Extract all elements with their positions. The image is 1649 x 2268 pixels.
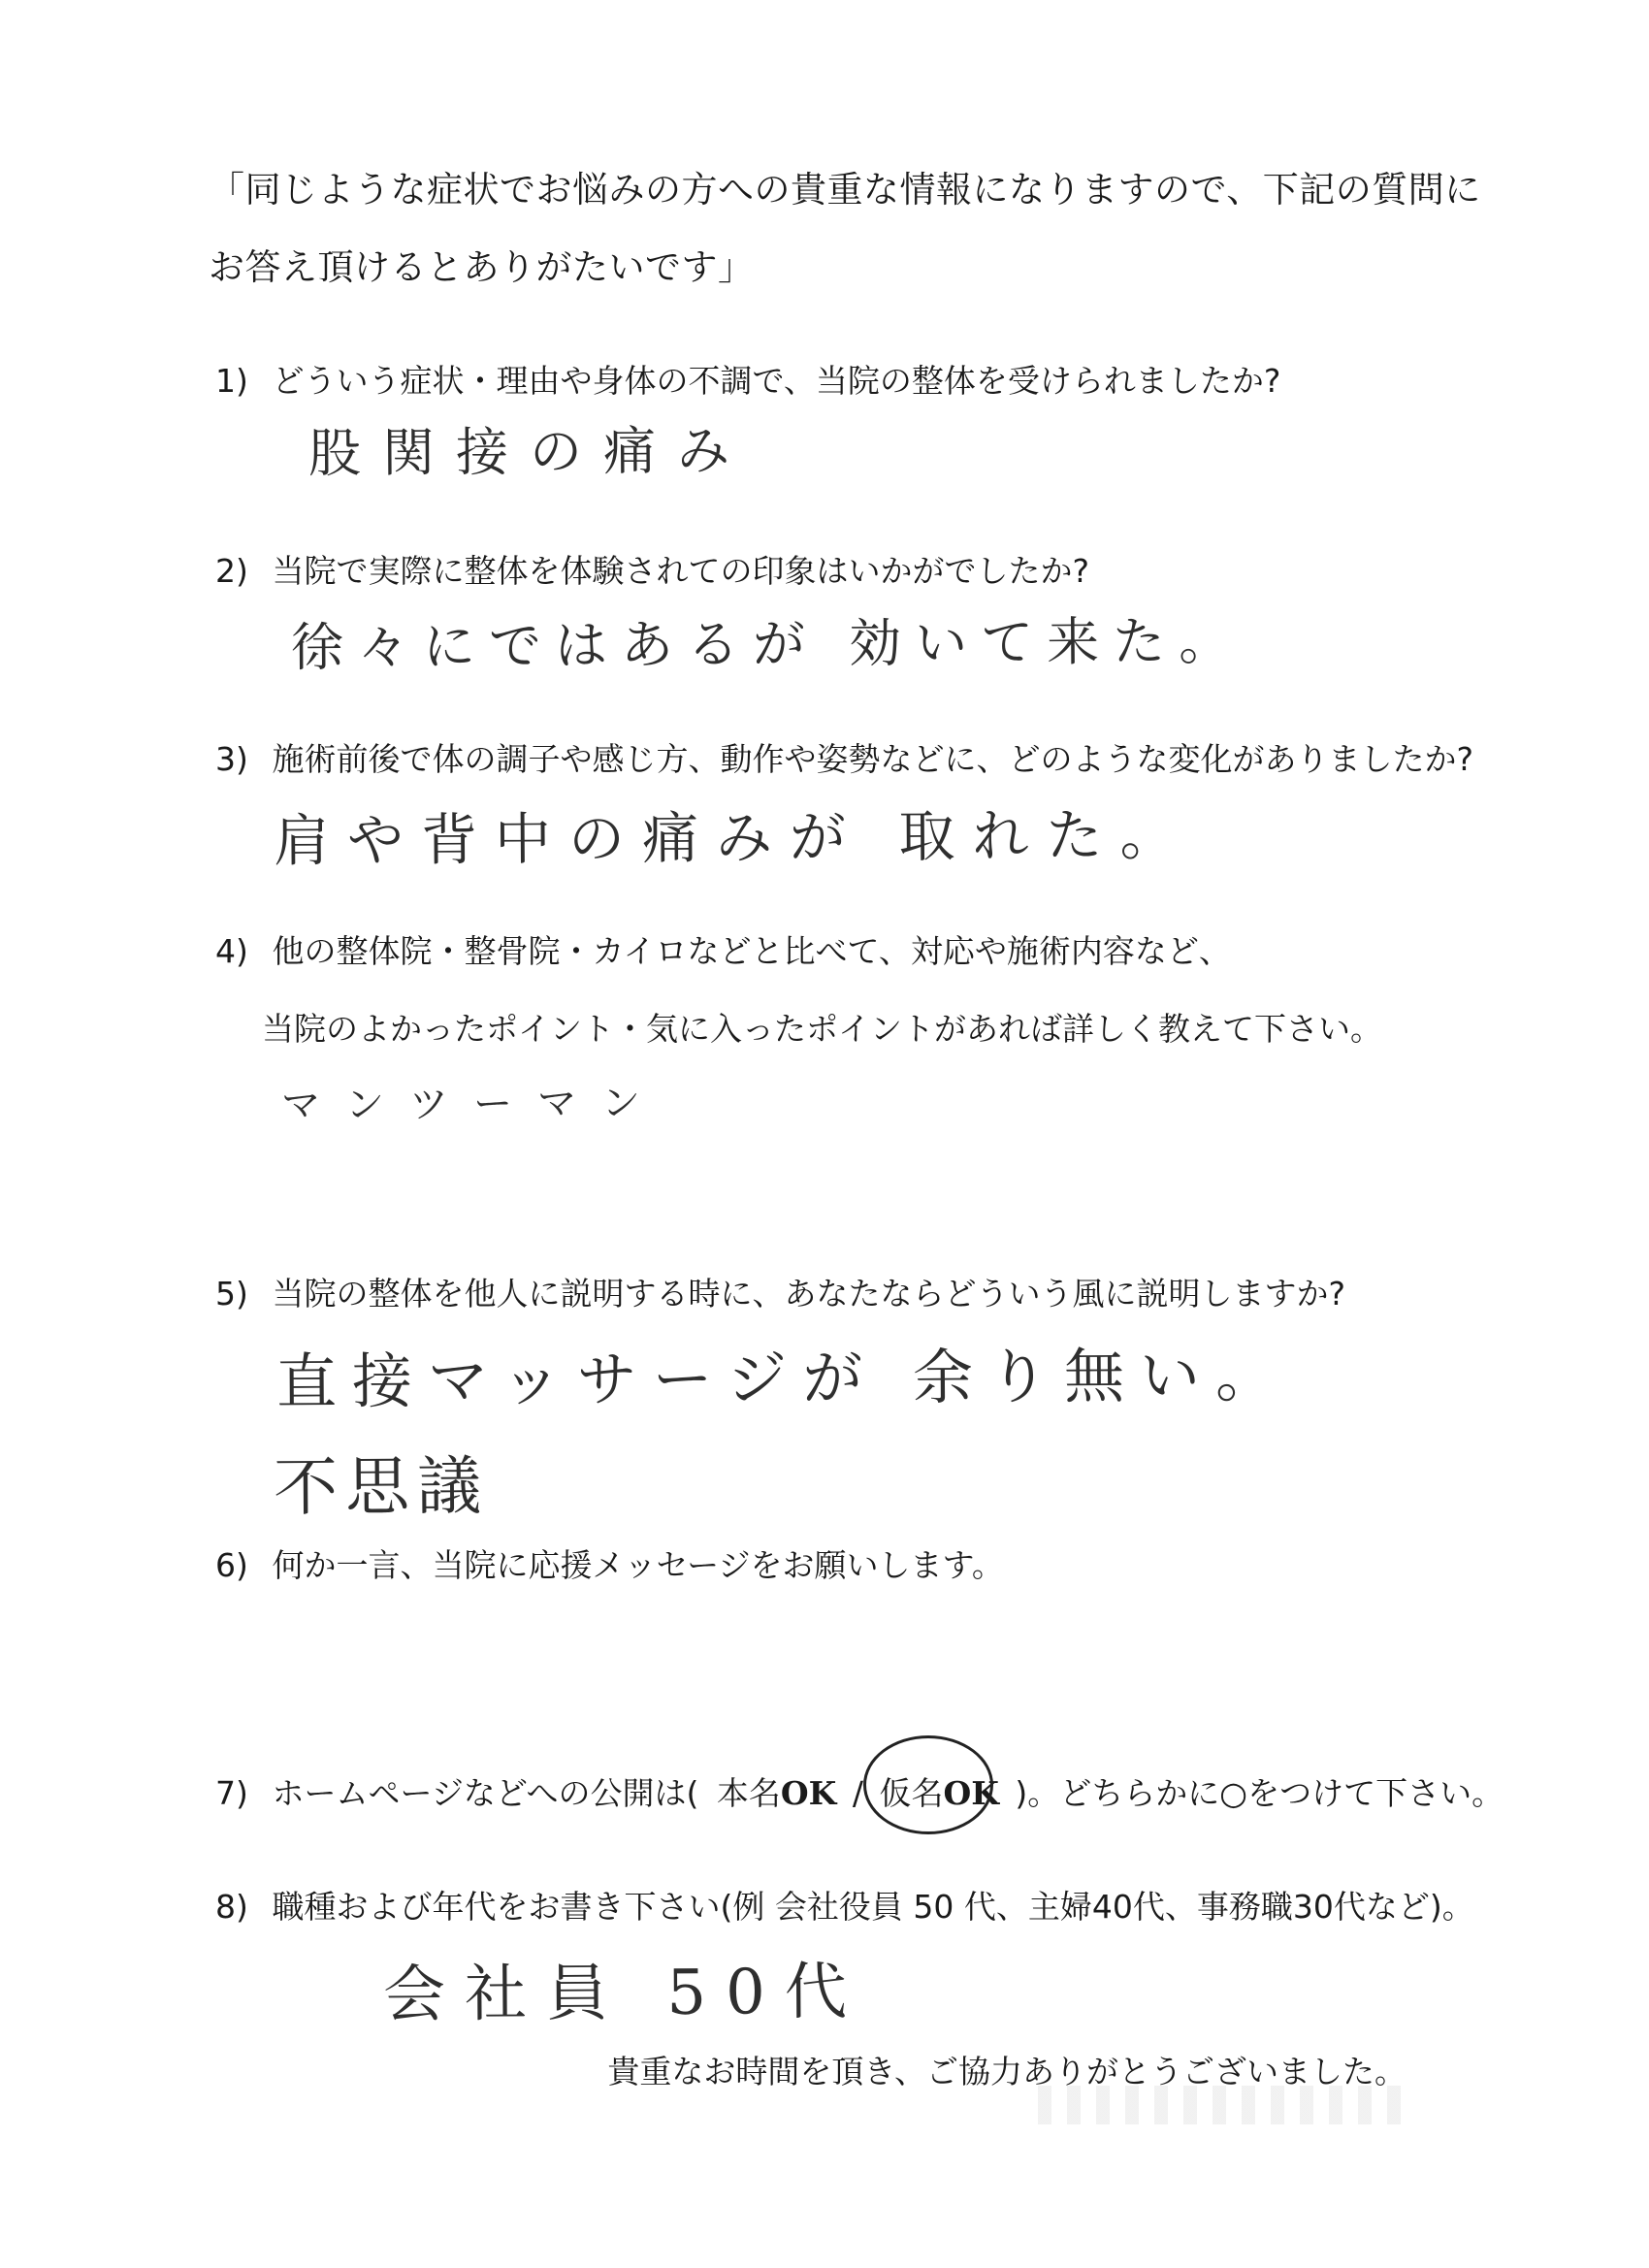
scan-artifact (1038, 2086, 1406, 2124)
intro-line-2: お答え頂けるとありがたいです」 (209, 246, 755, 288)
question-5 (215, 1269, 1345, 1314)
question-4-line-2: 当院のよかったポイント・気に入ったポイントがあれば詳しく教えて下さい。 (262, 1010, 1382, 1048)
question-number: 2) (215, 552, 248, 590)
option-real-name: 本名OK (716, 1774, 837, 1812)
answer-3: 肩や背中の痛みが 取れた。 (273, 801, 1194, 874)
question-number: 8) (215, 1888, 248, 1926)
answer-8: 会社員 50代 (382, 1956, 867, 2031)
ok-label: OK (780, 1774, 837, 1812)
answer-5-line-2: 不思議 (273, 1448, 490, 1525)
closing-message: 貴重なお時間を頂き、ご協力ありがとうございました。 (607, 2053, 1406, 2090)
question-2 (215, 546, 1089, 592)
question-text-after: )。どちらかに○をつけて下さい。 (1015, 1774, 1504, 1812)
question-text: どういう症状・理由や身体の不調で、当院の整体を受けられましたか? (272, 362, 1281, 400)
option-separator: / (852, 1774, 863, 1812)
question-3 (215, 734, 1473, 780)
answer-5: 直接マッサージが 余り無い。 (275, 1339, 1292, 1417)
question-number: 1) (215, 362, 248, 400)
question-6 (215, 1540, 1004, 1586)
question-1 (215, 356, 1280, 402)
answer-2: 徐々にではあるが 効いて来た。 (290, 610, 1245, 678)
question-text: 当院で実際に整体を体験されての印象はいかがでしたか? (272, 552, 1090, 590)
question-4 (215, 926, 1231, 972)
question-number: 3) (215, 740, 248, 778)
question-number: 6) (215, 1546, 248, 1584)
question-text: 当院の整体を他人に説明する時に、あなたならどういう風に説明しますか? (272, 1275, 1346, 1312)
question-text: 施術前後で体の調子や感じ方、動作や姿勢などに、どのような変化がありましたか? (272, 740, 1474, 778)
answer-4: マンツーマン (280, 1081, 666, 1128)
question-7 (215, 1768, 1504, 1814)
intro-line-1: 「同じような症状でお悩みの方への貴重な情報になりますので、下記の質問に (209, 169, 1481, 211)
ok-label: OK (943, 1774, 999, 1812)
selection-circle (863, 1735, 993, 1834)
question-number: 5) (215, 1275, 248, 1312)
question-8 (215, 1882, 1474, 1928)
question-text: 何か一言、当院に応援メッセージをお願いします。 (272, 1546, 1004, 1584)
question-text: 職種および年代をお書き下さい(例 会社役員 50 代、主婦40代、事務職30代など)。 (272, 1888, 1474, 1926)
question-number: 7) (215, 1774, 248, 1812)
question-number: 4) (215, 932, 248, 970)
answer-1: 股関接の痛み (307, 419, 752, 484)
question-text: 他の整体院・整骨院・カイロなどと比べて、対応や施術内容など、 (272, 932, 1231, 970)
question-text-before: ホームページなどへの公開は( (272, 1774, 699, 1812)
option-alias: 仮名OK (879, 1768, 998, 1814)
